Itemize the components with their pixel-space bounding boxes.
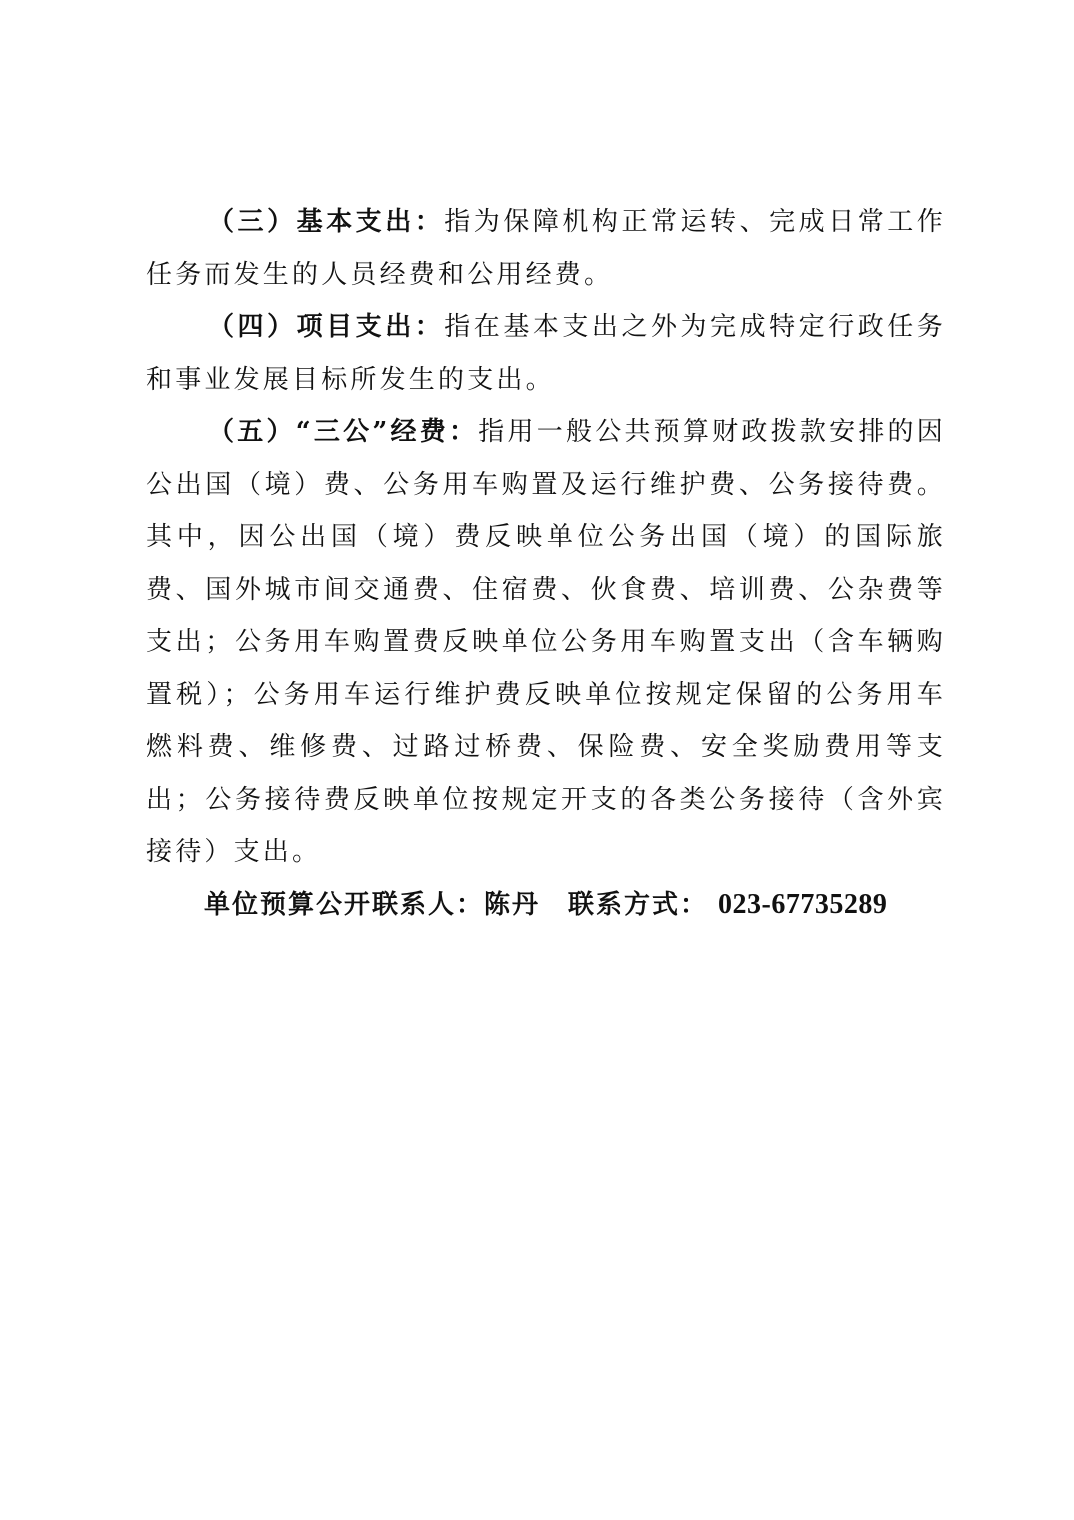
- definition-project-expenditure: 指在基本支出之外为完成特定行政任务和事业发展目标所发生的支出。: [146, 312, 946, 395]
- document-body: [146, 196, 946, 931]
- term-basic-expenditure: （三）基本支出：: [208, 207, 445, 237]
- definition-three-public-expenses: 指用一般公共预算财政拨款安排的因公出国（境）费、公务用车购置及运行维护费、公务接待费。其中，因公出国（境）费反映单位公务出国（境）的国际旅费、国外城市间交通费、住宿费、伙食费、培训费、公杂费等支出；公务用车购置费反映单位公务用车购置支出（含车辆购置税）；公务用车运行维护费反映单位按规定保留的公务用车燃料费、维修费、过路过桥费、保险费、安全奖励费用等支出；公务接待费反映单位按规定开支的各类公务接待（含外宾接待）支出。: [146, 417, 946, 867]
- term-project-expenditure: （四）项目支出：: [208, 312, 445, 342]
- contact-phone: 023-67735289: [718, 888, 888, 920]
- paragraph-project-expenditure: [146, 301, 946, 406]
- paragraph-three-public-expenses: [146, 406, 946, 879]
- contact-method-label: 联系方式：: [568, 889, 709, 920]
- paragraph-basic-expenditure: [146, 196, 946, 301]
- contact-line: [146, 879, 946, 932]
- term-three-public-expenses: （五）“三公”经费：: [208, 417, 479, 447]
- contact-person: 单位预算公开联系人：陈丹: [204, 889, 541, 920]
- definition-basic-expenditure: 指为保障机构正常运转、完成日常工作任务而发生的人员经费和公用经费。: [146, 207, 946, 290]
